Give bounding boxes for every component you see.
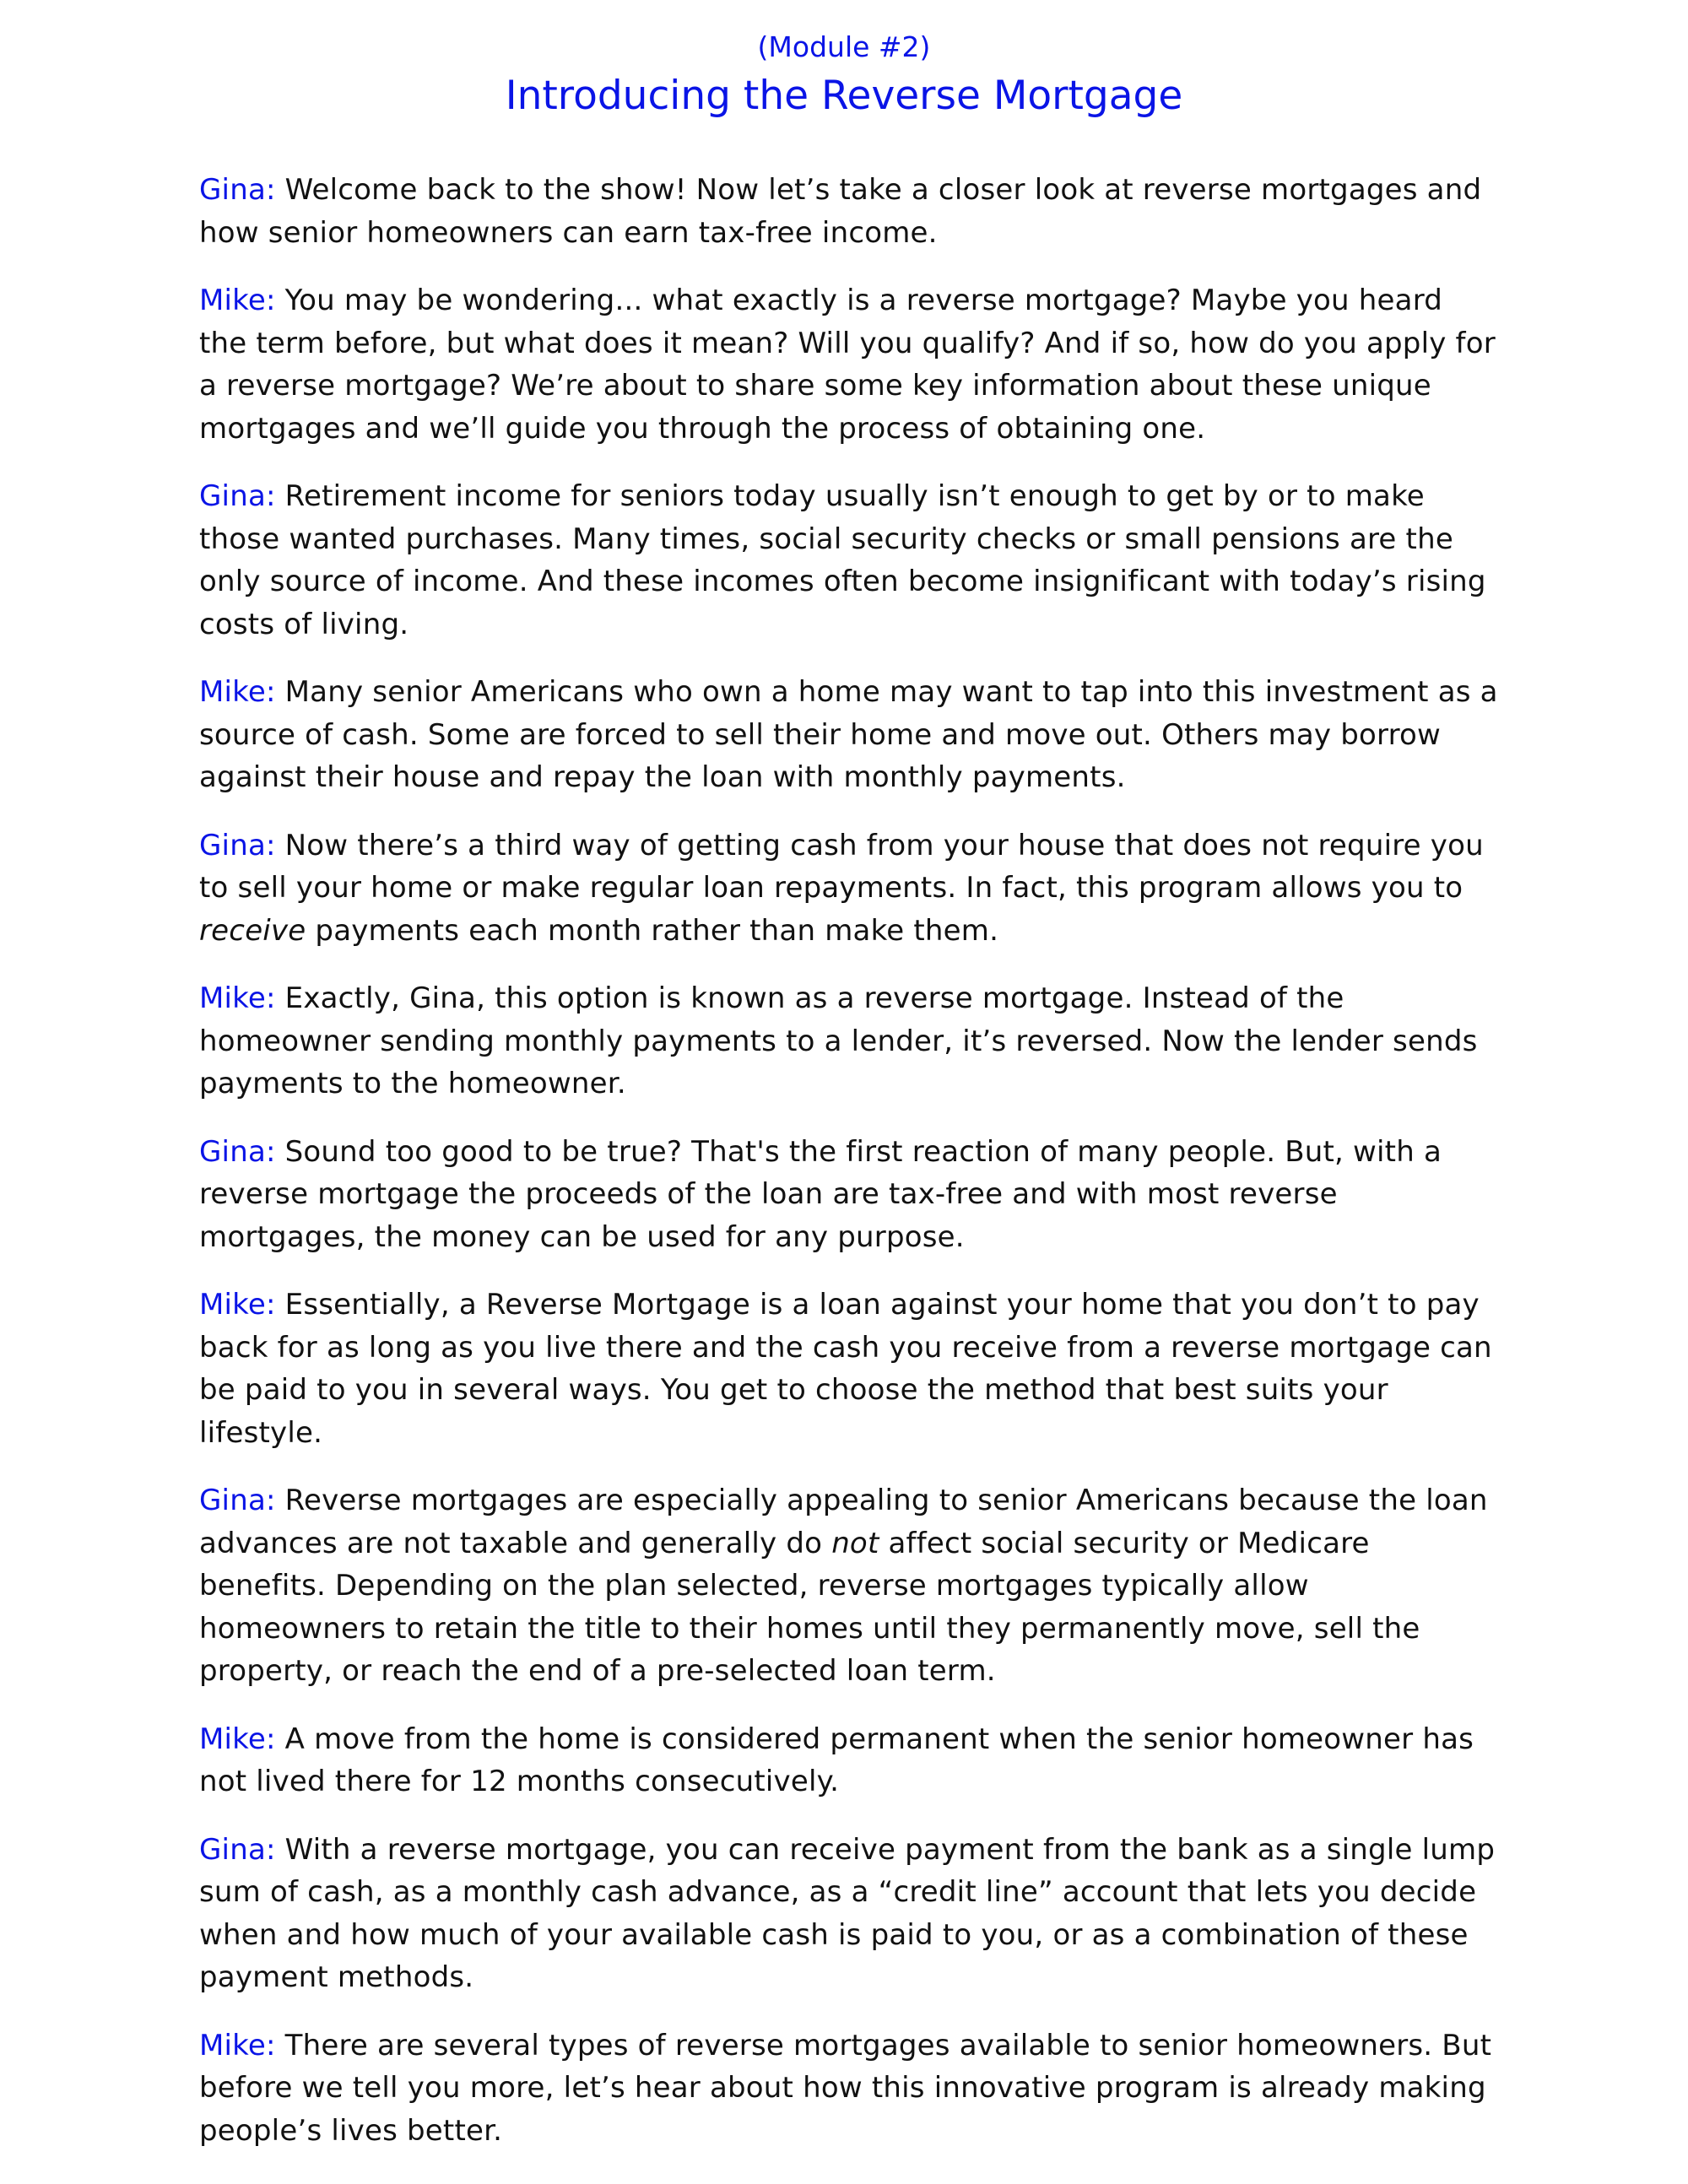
dialogue-line-gina [199,1479,1499,1693]
dialogue-text: Exactly, Gina, this option is known as a reverse mortgage. Instead of the homeowner sending monthly payments to a lender, it’s reversed. Now the lender sends payments to the homeowner. [199,981,1478,1100]
emphasis-text: not [831,1526,879,1560]
dialogue-text: Essentially, a Reverse Mortgage is a loan against your home that you don’t to pay back for as long as you live there and the cash you receive from a reverse mortgage can be paid to you in several ways. You get to choose the method that best suits your lifestyle. [199,1288,1492,1450]
dialogue-text: A move from the home is considered permanent when the senior homeowner has not lived there for 12 months consecutively. [199,1722,1474,1798]
dialogue-line-mike [199,671,1499,799]
dialogue-text: payments each month rather than make them. [306,913,999,948]
module-label: (Module #2) [757,30,931,63]
dialogue-transcript [199,169,1499,2177]
dialogue-text: Retirement income for seniors today usually isn’t enough to get by or to make those wanted purchases. Many times, social security checks or small pensions are the only source of income. And these incomes often become insignificant with today’s rising costs of living. [199,479,1486,641]
dialogue-line-gina [199,169,1499,254]
speaker-label: Gina: [199,1484,276,1517]
speaker-label: Mike: [199,284,276,317]
dialogue-line-mike [199,977,1499,1106]
dialogue-text: With a reverse mortgage, you can receive payment from the bank as a single lump sum of cash, as a monthly cash advance, as a “credit line” account that lets you decide when and how much of your available cash is paid to you, or as a combination of these payment methods. [199,1832,1496,1994]
dialogue-text: Sound too good to be true? That's the first reaction of many people. But, with a reverse mortgage the proceeds of the loan are tax-free and with most reverse mortgages, the money can be used for any purpose. [199,1134,1442,1254]
speaker-label: Gina: [199,173,276,207]
speaker-label: Mike: [199,981,276,1015]
dialogue-text: Many senior Americans who own a home may want to tap into this investment as a source of cash. Some are forced to sell their home and move out. Others may borrow against their house and repay the loan with monthly payments. [199,675,1498,794]
speaker-label: Gina: [199,479,276,513]
dialogue-text: You may be wondering... what exactly is a reverse mortgage? Maybe you heard the term before, but what does it mean? Will you qualify? And if so, how do you apply for a reverse mortgage? We’re about to share some key information about these unique mortgages and we’ll guide you through the process of obtaining one. [199,284,1496,446]
speaker-label: Mike: [199,2028,276,2062]
page-title: Introducing the Reverse Mortgage [505,73,1183,119]
dialogue-text: affect social security or Medicare benefits. Depending on the plan selected, reverse mortgages typically allow homeowners to retain the title to their homes until they permanently move, sell the property, or reach the end of a pre-selected loan term. [199,1526,1420,1688]
dialogue-line-gina [199,824,1499,953]
speaker-label: Mike: [199,1288,276,1322]
dialogue-text: There are several types of reverse mortgages available to senior homeowners. But before we tell you more, let’s hear about how this innovative program is already making people’s lives better. [199,2028,1492,2148]
dialogue-line-gina [199,1131,1499,1259]
dialogue-text: Now there’s a third way of getting cash from your house that does not require you to sell your home or make regular loan repayments. In fact, this program allows you to [199,828,1484,905]
dialogue-line-mike [199,2025,1499,2153]
speaker-label: Mike: [199,675,276,709]
dialogue-line-mike [199,1718,1499,1803]
dialogue-line-gina [199,475,1499,646]
dialogue-text: Welcome back to the show! Now let’s take a closer look at reverse mortgages and how senior homeowners can earn tax-free income. [199,173,1482,250]
speaker-label: Gina: [199,1832,276,1867]
speaker-label: Mike: [199,1722,276,1756]
dialogue-text: Reverse mortgages are especially appealing to senior Americans because the loan advances are not taxable and generally do [199,1484,1488,1560]
speaker-label: Gina: [199,1134,276,1169]
dialogue-line-mike [199,279,1499,450]
speaker-label: Gina: [199,828,276,862]
dialogue-line-gina [199,1829,1499,1999]
dialogue-line-mike [199,1284,1499,1454]
emphasis-text: receive [199,913,306,948]
